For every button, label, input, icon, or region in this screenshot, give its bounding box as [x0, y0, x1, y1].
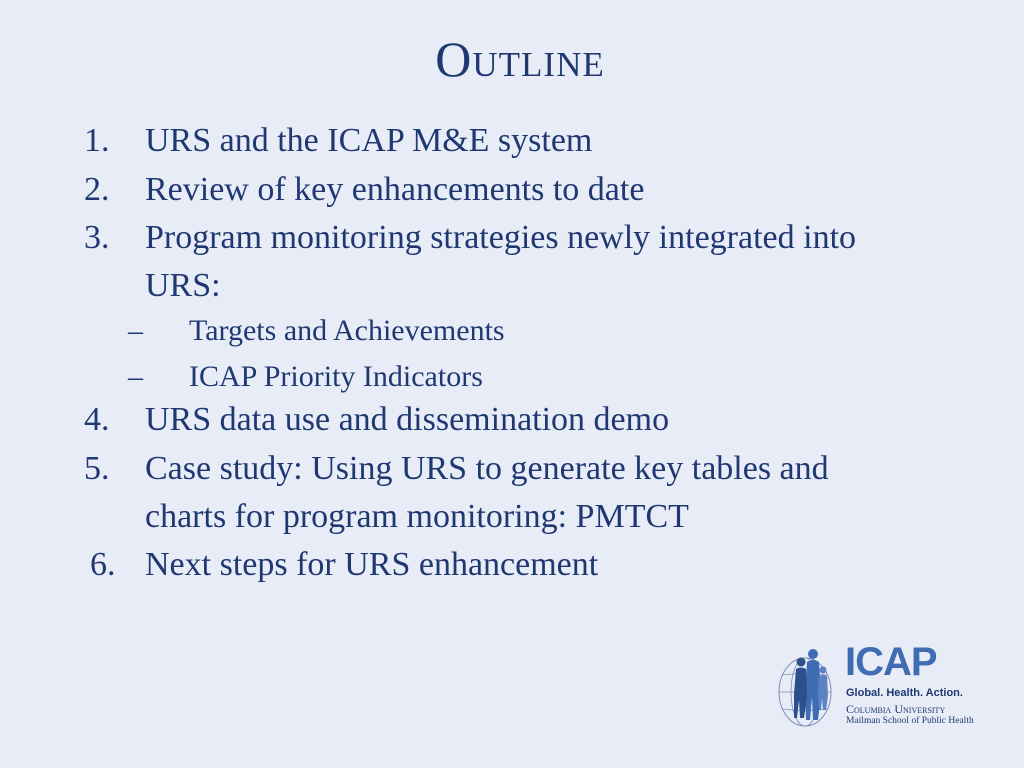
item-number: 5.	[84, 450, 110, 487]
item-text: Program monitoring strategies newly integrated into	[145, 219, 857, 256]
logo-name: ICAP	[845, 640, 937, 684]
sub-bullet: –	[128, 314, 143, 347]
item-text: Review of key enhancements to date	[145, 171, 645, 208]
logo-tagline: Global. Health. Action.	[846, 687, 963, 699]
item-number: 3.	[84, 219, 110, 256]
item-text-continued: charts for program monitoring: PMTCT	[145, 498, 689, 535]
item-text: Case study: Using URS to generate key tables and	[145, 450, 829, 487]
logo-university: Columbia University	[846, 702, 946, 716]
item-number: 2.	[84, 171, 110, 208]
item-text-continued: URS:	[145, 267, 221, 304]
subitem-text: Targets and Achievements	[189, 314, 505, 347]
slide-title: Outline	[435, 31, 605, 87]
sub-bullet: –	[128, 360, 143, 393]
item-number: 6.	[90, 546, 116, 583]
icap-logo	[775, 642, 985, 732]
item-text: Next steps for URS enhancement	[145, 546, 599, 583]
subitem-text: ICAP Priority Indicators	[189, 360, 483, 393]
item-number: 1.	[84, 122, 110, 159]
item-number: 4.	[84, 401, 110, 438]
globe-figures-icon	[775, 642, 845, 728]
logo-school: Mailman School of Public Health	[846, 716, 974, 726]
item-text: URS and the ICAP M&E system	[145, 122, 593, 159]
item-text: URS data use and dissemination demo	[145, 401, 670, 438]
